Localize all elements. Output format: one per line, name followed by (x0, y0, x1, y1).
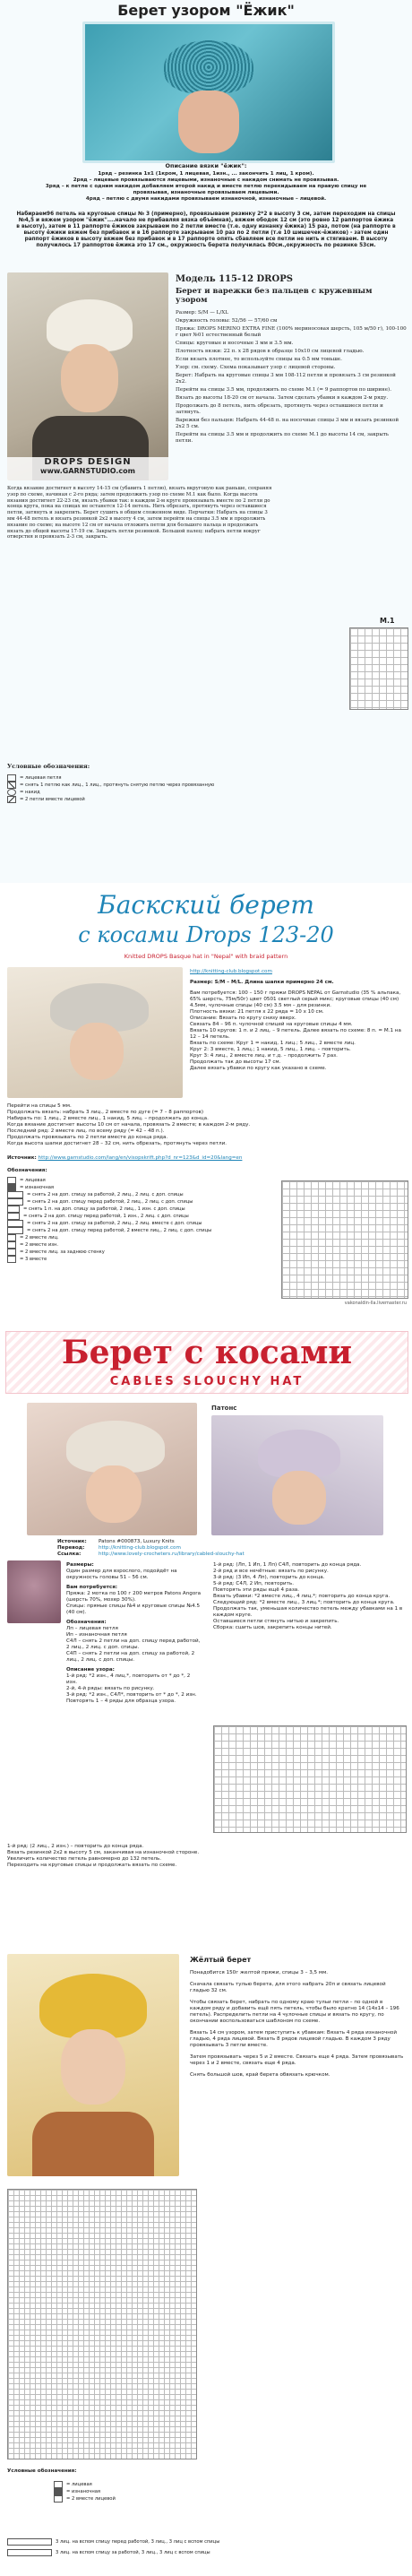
legend-text: = снять 2 на доп. спицу перед работой, 2 лиц., 2 лиц. с доп. спицы (27, 1198, 193, 1205)
legend-text: = снять 1 п. на доп. спицу за работой, 2 лиц., 1 изн. с доп. спицы (23, 1206, 185, 1212)
abbrev-line: С4П – снять 2 петли на доп. спицу за работой, 2 лиц., 2 лиц. с доп. спицы. (66, 1651, 195, 1663)
legend-row (54, 2488, 233, 2495)
legend-text: = лицевая (66, 2481, 92, 2487)
basque-line: Круг 2: 3 вместе, 1 лиц.; 1 накид, 5 лиц., 1 лиц. – повторить. (190, 1047, 351, 1052)
purl-symbol-icon (54, 2488, 63, 2495)
legend-row (54, 2495, 233, 2503)
legend-text: = снять 2 на доп. спицу перед работой, 2 вместе лиц., 2 лиц. с доп. спицы (27, 1227, 212, 1233)
abbrev-title: Обозначения: (66, 1620, 107, 1625)
abbrev-line: С4Л – снять 2 петли на доп. спицу перед работой, 2 лиц., 2 лиц. с доп. спицы. (66, 1638, 201, 1650)
pattern-line: Перейти на спицы 3.5 мм, продолжить по схеме М.1 (= 9 раппортов по ширине). (176, 387, 391, 393)
yellow-text (190, 1970, 405, 2079)
drops-model-photo (7, 272, 168, 480)
cable-back-purl-icon (7, 1206, 20, 1213)
cable-title: Берет с косами (61, 1334, 353, 1371)
pattern-line: Спицы: круговые и носочные 3 мм и 3.5 мм. (176, 341, 294, 346)
drops-logo (7, 457, 168, 480)
source-key: Перевод: (57, 1545, 85, 1551)
pattern-line: Размер: S/M — L/XL (176, 310, 228, 316)
cable-right-line: Сборка: сшить шов, закрепить концы нитей. (213, 1625, 332, 1630)
basque-line: Вязать 10 кругов: 1 п. и 2 лиц. – 9 петель. Далее вязать по схеме: 8 п. = М.1 на 12 – 14 петель. (190, 1028, 401, 1040)
pattern-line: Пряжа: DROPS MERINO EXTRA FINE (100% мериносовая шерсть, 105 м/50 г), 100-100 г цвет №01 естественный белый (176, 326, 407, 338)
basque-line: Круг 3: 4 лиц., 2 вместе лиц. и т.д. – продолжить 7 раз. (190, 1053, 338, 1059)
k2tog-symbol-icon (7, 1234, 16, 1241)
cable-right-line: 1-й ряд: (Лп, 1 Ип, 1 Лп) С4Л, повторить до конца ряда. (213, 1562, 362, 1568)
basque-footer: vakonaldin-lla.livemaster.ru (344, 1301, 407, 1306)
source-key: Ссылка: (57, 1552, 82, 1557)
stitch-desc-title: Описание вязки "ёжик": (165, 162, 247, 169)
cable-bottom-line: Переходить на круговые спицы и продолжать вязать по схеме. (7, 1863, 177, 1868)
cable-back-icon (7, 2538, 52, 2546)
source-value: Patons #000873, Luxury Knits (99, 1539, 175, 1544)
yellow-title: Жёлтый берет (190, 1956, 252, 1964)
source-row (57, 1552, 398, 1558)
yellow-paragraph: Затем провязывать через 5 и 2 вместе. Связать еще 4 ряда. Затем провязывать через 1 и 2 вместе, связать еще 4 ряда. (190, 2054, 404, 2066)
hedgehog-photo (82, 22, 335, 163)
basque-chart (281, 1180, 408, 1299)
pattern-line: Продолжать до 8 петель, нить обрезать, протянуть через оставшиеся петли и затянуть. (176, 403, 383, 415)
cable-subtitle: CABLES SLOUCHY HAT (109, 1375, 305, 1388)
p2tog-symbol-icon (7, 1241, 16, 1249)
legend-row (7, 2538, 405, 2546)
cable-source-rows (57, 1539, 398, 1558)
basque-legend-title: Обозначения: (7, 1168, 47, 1173)
basque-line: Вам потребуется: 100 – 150 г пряжи DROPS NEPAL от Garnstudio (35 % альпака, 65% шерсть, 75м/50г) цвет 0501 светлый серый микс; круговые спицы (40 см) 4.5мм, чулочные спицы (40 см) 3.5 мм – для резинки. (190, 990, 401, 1008)
source-link[interactable]: http://www.lovely-crocheters.ru/library/cabled-slouchy-hat (99, 1552, 245, 1557)
legend-text: = лицевая петля (20, 774, 62, 781)
cable-photo-2 (211, 1415, 383, 1535)
basque-source-label: Источник: (7, 1155, 37, 1161)
legend-row (54, 2481, 233, 2488)
cable-right-line: 3-й ряд: (3 Ип, 4 Лп), повторить до конца. (213, 1575, 325, 1580)
legend-row (7, 2549, 405, 2556)
pattern-line: Плотность вязки: 22 п. х 28 рядов в образце 10х10 см лицевой гладью. (176, 349, 365, 354)
legend-title: Условные обозначения: (7, 763, 90, 770)
yellow-paragraph: Чтобы связать берет, набрать по одному краю тульи петли – по одной в каждом ряду и добавить ещё пять петель, чтобы было кратно 14 (14х14 – 196 петель). Распределить петли на 4 чулочные спицы и вязать по кругу, по окончании воспользоваться шаблоном по схеме. (190, 2000, 399, 2024)
k2tog-tbl-symbol-icon (7, 1249, 16, 1256)
pattern-line: Узор: см. схему. Схема показывает узор с лицевой стороны. (176, 365, 336, 370)
pattern-row: 3-й ряд: *2 изн., С4Л*, повторить от * до *, 2 изн. (66, 1692, 197, 1698)
stitch-desc-line: 3ряд – к петле с одним накидом добавляем второй накид и вместе петлю перекидываем на правую спицу не провязывая, изнаночные провязываем лицевыми. (45, 184, 367, 195)
legend (7, 774, 294, 803)
cable-front-purl-icon (7, 1213, 20, 1220)
knit-symbol-icon (54, 2481, 63, 2488)
cable-left-col (66, 1562, 201, 1705)
legend-text: = снять 2 на доп. спицу перед работой, 1 изн., 2 лиц. с доп. спицы (23, 1213, 189, 1219)
k2tog-symbol-icon (54, 2495, 63, 2503)
cable-bottom-line: Вязать резинкой 2х2 в высоту 5 см, заканчивая на изнаночной стороне. (7, 1850, 200, 1855)
legend-text: = накид (20, 789, 40, 795)
legend-row (7, 774, 294, 782)
yellow-paragraph: Сначала связать тулью берета, для этого набрать 20п и связать лицевой гладью 32 см. (190, 1982, 386, 1993)
basque-line: Вязать по схеме: Круг 1 = накид, 1 лиц.; 5 лиц., 2 вместе лиц. (190, 1041, 356, 1046)
k3tog-symbol-icon (7, 1256, 16, 1263)
cable-front-icon (7, 2549, 52, 2556)
size-text: Один размер для взрослого, подойдёт на окружность головы 51 – 56 см. (66, 1569, 177, 1580)
legend-row (7, 796, 294, 803)
legend-row (7, 1234, 267, 1241)
yellow-paragraph: Снять большой шов, край берета обвязать крючком. (190, 2072, 330, 2078)
pattern-line: Перейти на спицы 3.5 мм и продолжить по схеме М.1 до высоты 14 см, закрыть петли. (176, 432, 389, 444)
slip-symbol-icon (7, 782, 16, 789)
legend-text: = снять 2 на доп. спицу за работой, 2 лиц., 2 лиц. с доп. спицы (27, 1191, 184, 1197)
yarn-over-symbol-icon (7, 789, 16, 796)
knit-symbol-icon (7, 1177, 16, 1184)
hedgehog-title: Берет узором "Ёжик" (117, 2, 295, 19)
legend-row (7, 1206, 267, 1213)
abbrev-line: Лп – лицевая петля (66, 1626, 118, 1631)
section-basque-beret (0, 883, 412, 1313)
basque-line: Плотность вязки: 21 петля х 22 ряда = 10 х 10 см. (190, 1009, 324, 1015)
cable-bottom-line: 1-й ряд: (2 лиц., 2 изн.) – повторить до конца ряда. (7, 1844, 144, 1849)
cable-right-line: Оставшиеся петли стянуть нитью и закрепить. (213, 1619, 339, 1624)
k2tog-symbol-icon (7, 796, 16, 803)
cable-right-line: Повторять эти ряды ещё 4 раза. (213, 1587, 300, 1593)
source-link[interactable]: http://knitting-club.blogspot.com (99, 1545, 181, 1551)
legend-text: = 2 вместе лицевой (66, 2495, 116, 2502)
stitch-desc-line: 2ряд – лицевые провязываются лицевыми, изнаночные с накидом снимать не провязывая. (73, 177, 339, 183)
legend-text: = 3 вместе (20, 1256, 47, 1262)
legend-text: = 2 вместе лиц. за заднюю стенку (20, 1249, 105, 1255)
yellow-paragraph: Вязать 14 см узором, затем приступить к убавкам: Вязать 4 ряда изнаночной гладью, 4 ряда лицевой. Вязать 8 рядов лицевой гладью. В каждом 3 ряду провязывать 3 петли вместе. (190, 2030, 397, 2048)
basque-left-line: Перейти на спицы 5 мм. (7, 1103, 72, 1109)
basque-lines (190, 990, 407, 1072)
basque-left-line: Последний ряд: 2 вместе лиц. по всему ряду (= 42 – 48 п.). (7, 1128, 165, 1134)
cable-chart (213, 1725, 407, 1833)
cable-right-line: Следующий ряд: *2 вместе лиц., 3 лиц.*; повторить до конца круга. (213, 1600, 395, 1605)
basque-title: Баскский берет (98, 890, 314, 920)
source-row (57, 1539, 398, 1545)
cable-dec-back-icon (7, 1220, 23, 1227)
basque-line: Описание: Вязать по кругу снизу вверх. (190, 1016, 296, 1021)
legend-row (7, 1241, 267, 1249)
section-cable-beret (0, 1331, 412, 1936)
yellow-legend (54, 2481, 233, 2503)
basque-title-2: с косами Drops 123-20 (78, 922, 334, 947)
drops-logo-title: DROPS DESIGN (44, 457, 132, 467)
hedgehog-body-text: Набираем96 петель на круговые спицы № 3 (примерно), провязываем резинку 2*2 в высоту 3 см, затем переходим на спицы №4,5 и вяжем узором "ёжик"....начало не прибавляя вязка объёмная), вяжем ободок 12 см (это ровно 12 раппортов ёжика в высоту), затем в 11 раппорте ёжиков закрываем по 2 петли вместе (т.е. одну изнанку ёжика) 15 раз, потом (на раппорте в высоту ёжики вяжем без прибавок и в 16 раппорте закрываем 10 раз по 2 петли (т.е 10 шишечек-ёжиков) - затем один раппорт ёжиков в высоту вяжем без прибавок и в 17 раппорте опять сбавляем все петли не нить и стягиваем. В высоту получилось 17 раппортов ёжика это 17 см., окружность берета получилась 80см.,окружность по резинке 53см. (16, 212, 396, 248)
cable-right-line: 5-й ряд: С4Л, 2 Ип, повторить. (213, 1581, 294, 1586)
pattern-text (176, 310, 407, 445)
section-hedgehog-beret (0, 0, 412, 883)
size-title: Размеры: (66, 1562, 94, 1568)
basque-photo (7, 967, 183, 1098)
basque-line: Продолжать так до высоты 17 см. (190, 1059, 281, 1065)
model-title: Модель 115-12 DROPS (176, 274, 293, 284)
section-yellow-beret (0, 1947, 412, 2576)
stitch-desc-line: 4ряд – петлю с двумя накидами провязываем изнаночной, изнаночные – лицевой. (85, 196, 327, 202)
legend-text: = 2 петли вместе лицевой (20, 796, 85, 802)
pattern-line: Берет: Набрать на круговые спицы 3 мм 108-112 петли и провязать 3 см резинкой 2х2. (176, 373, 396, 385)
basque-left-line: Когда вязание достигнет высоты 10 см от начала, провязать 2 вместе; в каждом 2-м ряду. (7, 1122, 251, 1128)
yellow-legend-title: Условные обозначения: (7, 2468, 77, 2474)
legend-row (7, 1249, 267, 1256)
yellow-photo (7, 1954, 179, 2176)
legend-row (7, 782, 294, 789)
cable-title-banner (5, 1331, 408, 1394)
legend-text: 3 лиц. на вспом спицу за работой, 3 лиц., 3 лиц с вспом спицы (56, 2549, 210, 2555)
basque-left-line: Продолжать провязывать по 2 петли вместе до конца ряда. (7, 1135, 168, 1140)
pattern-title: Описание узора: (66, 1667, 115, 1673)
basque-left-line: Набирать по: 1 лиц., 2 вместе лиц., 1 накид, 5 лиц. – продолжать до конца. (7, 1116, 209, 1121)
legend-row (7, 1177, 267, 1184)
legend-row (7, 1191, 267, 1198)
basque-source-link[interactable]: http://www.garnstudio.com/lang/en/visopskrift.php?d_nr=123&d_id=20&lang=en (38, 1155, 243, 1161)
legend-text: = лицевая (20, 1177, 46, 1183)
cable-brand: Патонс (211, 1405, 237, 1412)
basque-size: Размер: S/M – M/L. Длина шапки примерно 24 см. (190, 980, 334, 985)
basque-line: Связать 84 – 96 п. чулочной спицей на круговые спицы 4 мм. (190, 1022, 353, 1027)
needles-text: Спицы: прямые спицы №4 и круговые спицы №4.5 (40 см). (66, 1604, 201, 1615)
legend-text: = изнаночная (66, 2488, 101, 2494)
cable-dec-front-icon (7, 1227, 23, 1234)
cable-bottom (7, 1844, 405, 1869)
cable-bottom-line: Увеличить количество петель равномерно до 132 петель. (7, 1856, 162, 1862)
basque-subtitle: Knitted DROPS Basque hat in "Nepal" with braid pattern (124, 953, 288, 960)
cable-photo-1 (27, 1403, 197, 1535)
pattern-row: Повторять 1 – 4 ряды для образца узора. (66, 1699, 176, 1704)
legend-text: = снять 2 на доп. спицу за работой, 2 лиц., 2 лиц. вместе с доп. спицы (27, 1220, 202, 1226)
materials-text: Пряжа: 2 мотка по 100 г 200 метров Patons Angora (шерсть 70%, мохер 30%). (66, 1591, 202, 1603)
model-subtitle: Берет и варежки без пальцев с кружевным узором (176, 287, 373, 305)
stitch-desc-line: 1ряд – резинка 1х1 (1кром, 1 лицевая, 1изн., ... закончить 1 лиц, 1 кром). (98, 171, 314, 177)
purl-symbol-icon (7, 1184, 16, 1191)
pattern-row: 2-й, 4-й ряды: вязать по рисунку. (66, 1686, 155, 1691)
source-row (57, 1545, 398, 1552)
legend-row (7, 1198, 267, 1206)
pattern-row: 1-й ряд: *2 изн., 4 лиц.*, повторить от * до *, 2 изн. (66, 1673, 191, 1685)
cable-right-col (213, 1562, 405, 1631)
cable-right-line: Вязать убавки: *2 вместе лиц., 4 лиц.*; повторить до конца круга. (213, 1594, 391, 1599)
cable-right-line: 2-й ряд и все нечётные: вязать по рисунку. (213, 1569, 329, 1574)
legend-text: = 2 вместе лиц. (20, 1234, 59, 1240)
m1-chart (349, 627, 408, 710)
m1-chart-label: M.1 (380, 617, 395, 625)
basque-left-line: Продолжать вязать: набрать 3 лиц., 2 вместе по дуге (= 7 – 8 раппортов) (7, 1110, 204, 1115)
pattern-line: Если вязать плотнее, то используйте спицы на 0.5 мм тоньше. (176, 357, 342, 362)
knit-symbol-icon (7, 774, 16, 782)
cable-right-line: Продолжать так, уменьшая количество петель между убавками на 1 в каждом круге. (213, 1606, 403, 1618)
legend-row (7, 789, 294, 796)
legend-text: = 2 вместе изн. (20, 1241, 58, 1248)
basque-source (7, 1155, 383, 1162)
legend-row (7, 1213, 267, 1220)
cable-back-icon (7, 1191, 23, 1198)
drops-logo-url: www.GARNSTUDIO.com (40, 467, 135, 475)
legend-text: = снять 1 петлю как лиц., 1 лиц., протянуть снятую петлю через провязанную (20, 782, 215, 788)
stitch-desc-lines (27, 171, 385, 203)
basque-legend (7, 1177, 267, 1263)
source-key: Источник: (57, 1539, 87, 1544)
cable-front-icon (7, 1198, 23, 1206)
pattern-line: Вязать до высоты 18-20 см от начала. Затем сделать убавки в каждом 2-м ряду. (176, 395, 389, 401)
basque-left-lines (7, 1103, 303, 1147)
legend-text: 3 лиц. на вспом спицу перед работой, 3 лиц., 3 лиц с вспом спицы (56, 2538, 220, 2545)
hedgehog-bottom-text: Когда вязание достигнет в высоту 14-15 см (убавить 1 петлю), вязать вкруговую как раньше, сохраняя узор по схеме, начиная с 2-го ряда; затем продолжить узор по схеме М.1 как было. Когда высота вязания достигнет 22-23 см, вязать убавки так: в каждом 2-м круге провязывать вместе по 2 петли до конца круга, пока на спицах не останется 12-14 петель. Нить обрезать, протянуть через оставшиеся петли, затянуть и закрепить. Берет сушить в общем сложенном виде. Перчатки: Набрать на спицы 3 мм 44-48 петель и вязать резинкой 2х2 в высоту 4 см, затем перейти на спицы 3.5 мм и продолжить вязание по схеме; на высоте 12 см от начала отложить петли для большого пальца и продолжать вязать до общей высоты 17-19 см. Закрыть петли резинкой. Большой палец: набрать петли вокруг отверстия и провязать 2-3 см, закрыть. (7, 486, 272, 540)
legend-row (7, 1184, 267, 1191)
legend-row (7, 1256, 267, 1263)
basque-left-line: Когда высота шапки достигнет 28 – 32 см, нить обрезать, протянуть через петли. (7, 1141, 227, 1146)
materials-title: Вам потребуется: (66, 1585, 118, 1590)
legend-text: = изнаночная (20, 1184, 55, 1190)
pattern-line: Окружность головы: 52/56 — 57/60 см (176, 318, 278, 324)
legend-row (7, 1220, 267, 1227)
legend-row (7, 1227, 267, 1234)
yellow-bottom (7, 2538, 405, 2556)
yellow-paragraph: Понадобится 150г желтой пряжи, спицы 3 – 3,5 мм. (190, 1970, 329, 1975)
basque-link[interactable]: http://knitting-club.blogspot.com (190, 969, 272, 974)
pattern-line: Варежки без пальцев: Набрать 44-48 п. на носочные спицы 3 мм и вязать резинкой 2х2 5 см. (176, 418, 399, 429)
cable-yarn-photo (7, 1560, 61, 1623)
basque-line: Далее вязать убавки по кругу как указано в схеме. (190, 1066, 327, 1071)
yellow-chart (7, 2189, 197, 2459)
abbrev-line: Ип – изнаночная петля (66, 1632, 127, 1638)
